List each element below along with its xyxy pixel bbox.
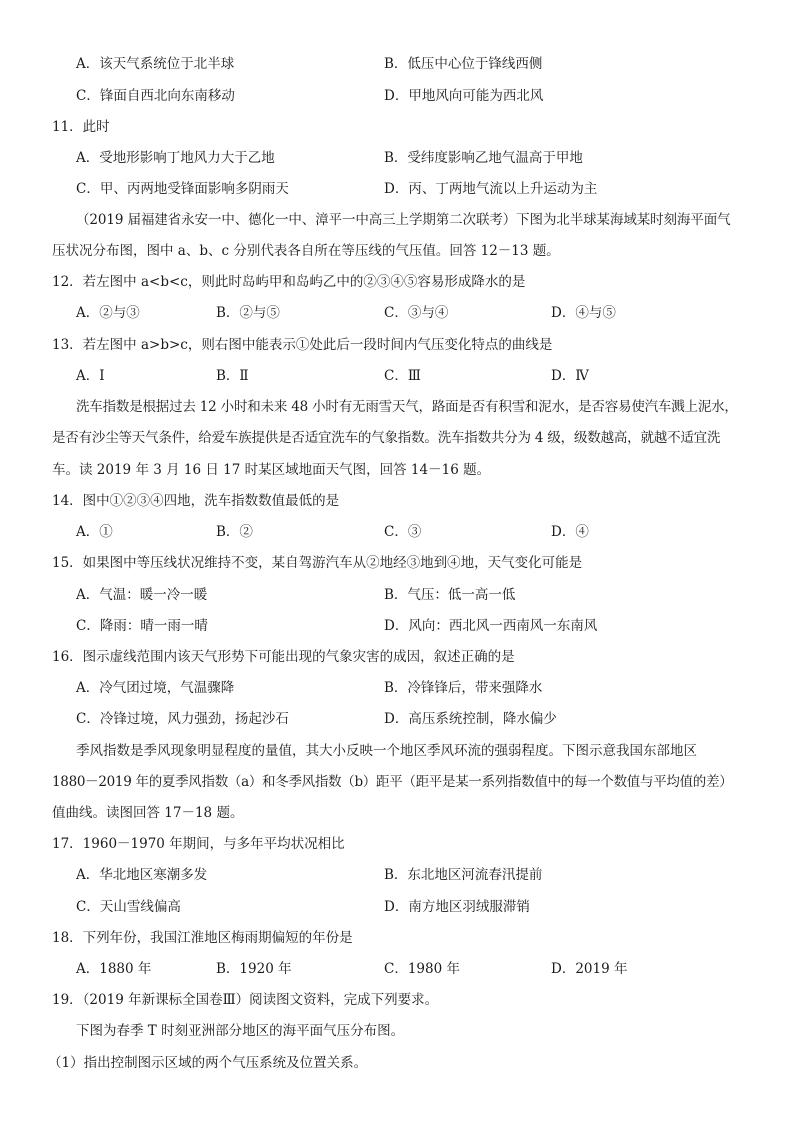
q17-option-b: B．东北地区河流春汛提前 xyxy=(384,867,543,883)
q15-option-c: C．降雨：晴一雨一晴 xyxy=(76,618,208,634)
q18-option-c: C．1980 年 xyxy=(384,961,460,977)
q13-option-b: B．Ⅱ xyxy=(216,368,249,384)
passage2-line1: 洗车指数是根据过去 12 小时和未来 48 小时有无雨雪天气，路面是否有积雪和泥水，是否容易使汽车溅上泥水， xyxy=(76,399,738,415)
q14-stem: 14．图中①②③④四地，洗车指数数值最低的是 xyxy=(52,493,340,509)
q12-option-c: C．③与④ xyxy=(384,305,449,321)
q13-option-c: C．Ⅲ xyxy=(384,368,421,384)
q15-option-a: A．气温：暖一冷一暖 xyxy=(76,587,208,603)
q11-option-d: D．丙、丁两地气流以上升运动为主 xyxy=(384,181,598,197)
q19-line2: 下图为春季 T 时刻亚洲部分地区的海平面气压分布图。 xyxy=(76,1023,405,1039)
q14-option-d: D．④ xyxy=(551,524,589,540)
q13-option-a: A．Ⅰ xyxy=(76,368,105,384)
q12-stem: 12．若左图中 a<b<c，则此时岛屿甲和岛屿乙中的②③④⑤容易形成降水的是 xyxy=(52,274,526,290)
passage2-line2: 是否有沙尘等天气条件，给爱车族提供是否适宜洗车的气象指数。洗车指数共分为 4 级，级数越高，就越不适宜洗 xyxy=(52,430,721,446)
passage3-line2: 1880－2019 年的夏季风指数（a）和冬季风指数（b）距平（距平是某一系列指数值中的每一个数值与平均值的差） xyxy=(52,774,733,790)
passage3-line1: 季风指数是季风现象明显程度的量值，其大小反映一个地区季风环流的强弱程度。下图示意我国东部地区 xyxy=(76,743,697,759)
q13-stem: 13．若左图中 a>b>c，则右图中能表示①处此后一段时间内气压变化特点的曲线是 xyxy=(52,337,553,353)
q15-option-b: B．气压：低一高一低 xyxy=(384,587,516,603)
q12-option-d: D．④与⑤ xyxy=(551,305,616,321)
passage1-line1: （2019 届福建省永安一中、德化一中、漳平一中高三上学期第二次联考）下图为北半球某海域某时刻海平面气 xyxy=(76,212,731,228)
q12-option-a: A．②与③ xyxy=(76,305,140,321)
q10-option-a: A．该天气系统位于北半球 xyxy=(76,56,235,72)
passage3-line3: 值曲线。读图回答 17－18 题。 xyxy=(52,805,244,821)
q17-option-a: A．华北地区寒潮多发 xyxy=(76,867,208,883)
q10-option-b: B．低压中心位于锋线西侧 xyxy=(384,56,543,72)
passage2-line3: 车。读 2019 年 3 月 16 日 17 时某区域地面天气图，回答 14－16 题。 xyxy=(52,462,491,478)
q18-option-b: B．1920 年 xyxy=(216,961,292,977)
q17-option-c: C．天山雪线偏高 xyxy=(76,899,181,915)
q16-option-b: B．冷锋锋后，带来强降水 xyxy=(384,680,543,696)
q11-stem: 11．此时 xyxy=(52,119,110,135)
q18-option-d: D．2019 年 xyxy=(551,961,628,977)
q15-option-d: D．风向：西北风一西南风一东南风 xyxy=(384,618,598,634)
passage1-line2: 压状况分布图，图中 a、b、c 分别代表各自所在等压线的气压值。回答 12－13 题。 xyxy=(52,243,560,259)
q10-option-c: C．锋面自西北向东南移动 xyxy=(76,88,235,104)
q17-stem: 17．1960－1970 年期间，与多年平均状况相比 xyxy=(52,836,345,852)
q16-option-a: A．冷气团过境，气温骤降 xyxy=(76,680,235,696)
q18-option-a: A．1880 年 xyxy=(76,961,152,977)
q15-stem: 15．如果图中等压线状况维持不变，某自驾游汽车从②地经③地到④地，天气变化可能是 xyxy=(52,555,583,571)
q16-option-d: D．高压系统控制，降水偏少 xyxy=(384,711,557,727)
q16-option-c: C．冷锋过境，风力强劲，扬起沙石 xyxy=(76,711,289,727)
q19-sub1: （1）指出控制图示区域的两个气压系统及位置关系。 xyxy=(48,1055,368,1071)
q19-stem: 19．（2019 年新课标全国卷Ⅲ）阅读图文资料，完成下列要求。 xyxy=(52,992,439,1008)
q14-option-b: B．② xyxy=(216,524,253,540)
q18-stem: 18．下列年份，我国江淮地区梅雨期偏短的年份是 xyxy=(52,930,353,946)
q11-option-c: C．甲、丙两地受锋面影响多阴雨天 xyxy=(76,181,289,197)
q16-stem: 16．图示虚线范围内该天气形势下可能出现的气象灾害的成因，叙述正确的是 xyxy=(52,649,515,665)
q14-option-c: C．③ xyxy=(384,524,422,540)
q12-option-b: B．②与⑤ xyxy=(216,305,280,321)
q11-option-a: A．受地形影响丁地风力大于乙地 xyxy=(76,150,275,166)
q17-option-d: D．南方地区羽绒服滞销 xyxy=(384,899,530,915)
q10-option-d: D．甲地风向可能为西北风 xyxy=(384,88,544,104)
q11-option-b: B．受纬度影响乙地气温高于甲地 xyxy=(384,150,583,166)
q13-option-d: D．Ⅳ xyxy=(551,368,589,384)
q14-option-a: A．① xyxy=(76,524,113,540)
